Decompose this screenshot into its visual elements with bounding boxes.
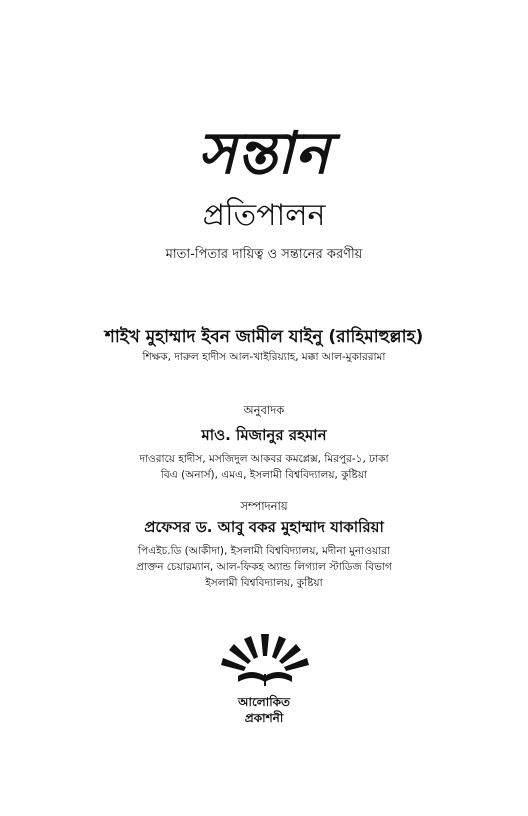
sunburst-book-logo-icon [220, 632, 310, 692]
publisher-name-line1: আলোকিত [237, 695, 291, 709]
editor-name: প্রফেসর ড. আবু বকর মুহাম্মাদ যাকারিয়া [144, 518, 384, 536]
editor-label: সম্পাদনায় [240, 499, 288, 513]
translator-name: মাও. মিজানুর রহমান [201, 426, 327, 444]
translator-label: অনুবাদক [243, 403, 285, 417]
translator-line: বিএ (অনার্স), এমএ, ইসলামী বিশ্ববিদ্যালয়, কুষ্টিয়া [160, 469, 368, 481]
author-description: শিক্ষক, দারুল হাদীস আল-খাইরিয়্যাহ, মক্কা আল-মুকাররামা [142, 351, 386, 363]
author-name: শাইখ মুহাম্মাদ ইবন জামীল যাইনু (রাহিমাহুল্লাহ) [104, 327, 424, 347]
editor-line: পিএইচ.ডি (আকীদা), ইসলামী বিশ্ববিদ্যালয়, মদীনা মুনাওয়ারা [137, 545, 391, 557]
editor-line: প্রাক্তন চেয়ারম্যান, আল-ফিকহ অ্যান্ড লিগ্যাল স্টাডিজ বিভাগ [136, 561, 392, 573]
translator-line: দাওরায়ে হাদীস, মসজিদুল আকবর কমপ্লেক্স, মিরপুর-১, ঢাকা [139, 453, 389, 465]
publisher-name-line2: প্রকাশনী [244, 711, 284, 725]
book-title: সন্তান [197, 119, 331, 187]
book-tagline: মাতা-পিতার দায়িত্ব ও সন্তানের করণীয় [165, 247, 363, 262]
book-subtitle: প্রতিপালন [202, 198, 326, 233]
editor-line: ইসলামী বিশ্ববিদ্যালয়, কুষ্টিয়া [205, 577, 323, 589]
